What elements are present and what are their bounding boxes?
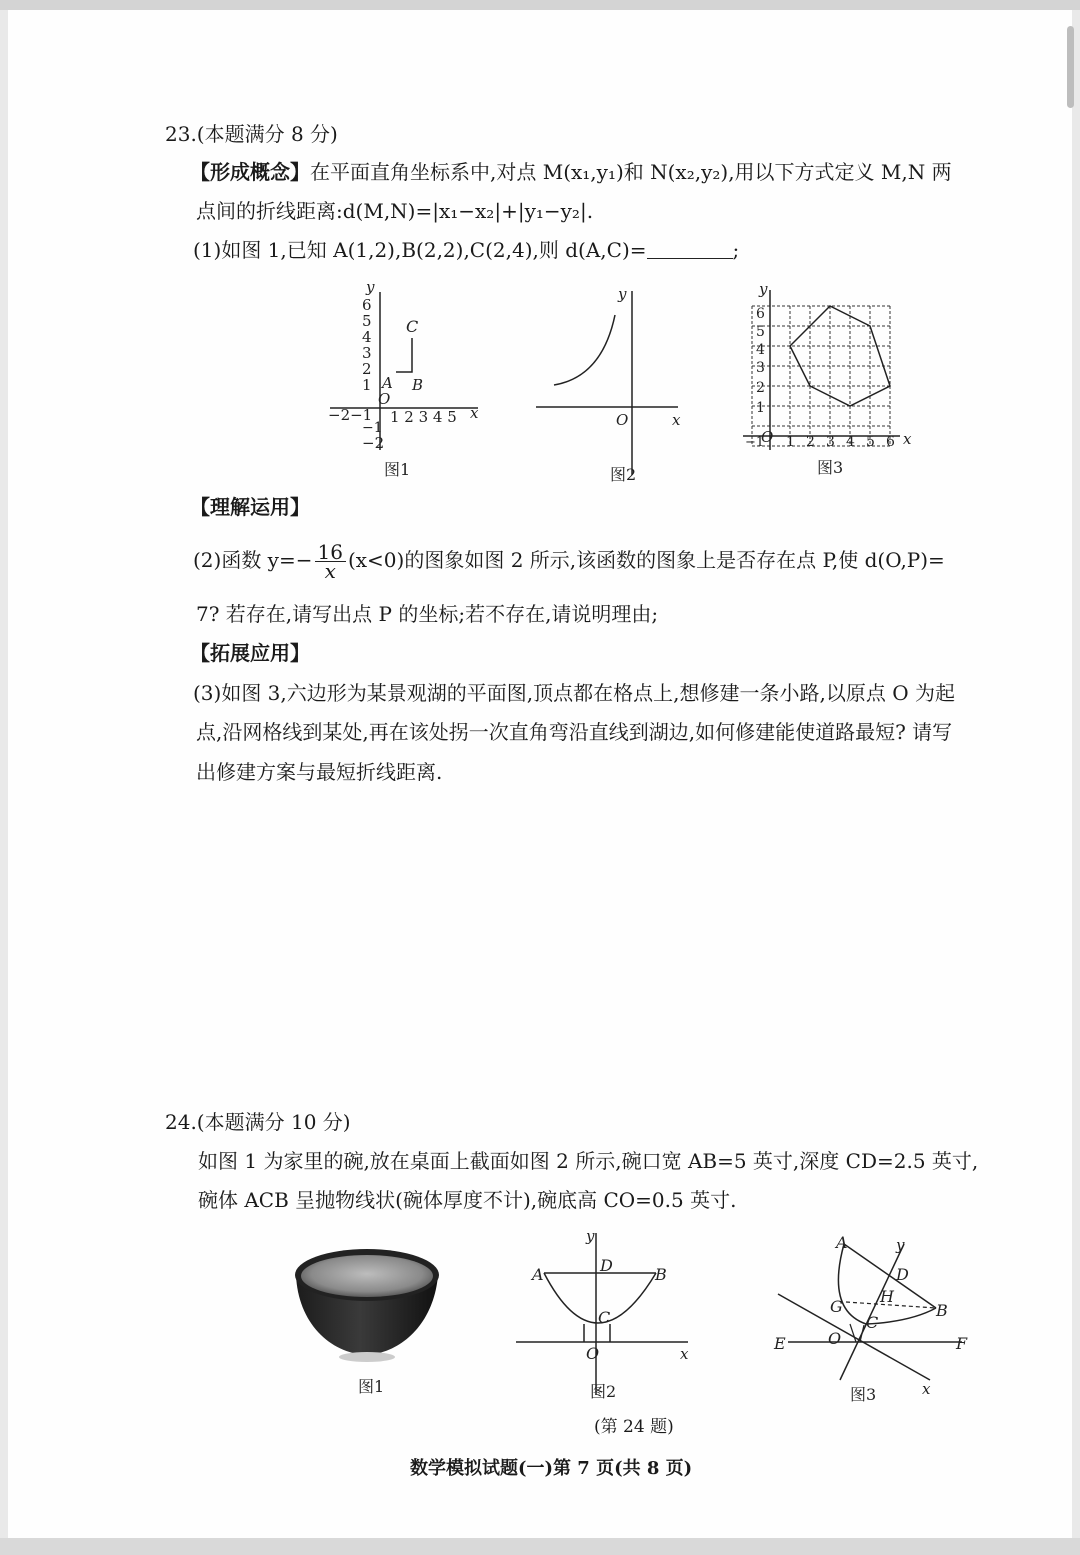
q24-figure-1-bowl [290, 1245, 450, 1405]
fig2b-point-a: A [532, 1265, 544, 1284]
fig1-x-neg: −2−1 [328, 406, 373, 424]
fig2-x-label: x [672, 411, 681, 429]
q24-figure-3 [770, 1230, 980, 1410]
q24-line1: 如图 1 为家里的碗,放在桌面上截面如图 2 所示,碗口宽 AB=5 英寸,深度 CD=2.5 英寸, [198, 1149, 979, 1173]
part2-line2: 7? 若存在,请写出点 P 的坐标;若不存在,请说明理由; [196, 602, 659, 626]
understand-label: 【理解运用】 [190, 495, 310, 519]
fig3-caption: 图3 [817, 458, 844, 477]
part3-line2: 点,沿网格线到某处,再在该处拐一次直角弯沿直线到湖边,如何修建能使道路最短? 请写 [196, 720, 953, 744]
q23-figure-3 [735, 280, 925, 480]
fig3b-point-d: D [896, 1265, 909, 1284]
fig3-y-tick: 6 [756, 306, 765, 322]
fig3-x-tick: 6 [886, 434, 895, 450]
fig3b-y-label: y [896, 1236, 905, 1254]
fig2b-caption: 图2 [590, 1382, 617, 1401]
extend-label: 【拓展应用】 [190, 641, 310, 665]
fig1-y-neg: −1 [362, 420, 383, 436]
fig1-y-tick: 3 [362, 344, 372, 362]
fig1-point-b: B [412, 376, 424, 394]
fig3b-x-label: x [922, 1380, 931, 1398]
part1-text: (1)如图 1,已知 A(1,2),B(2,2),C(2,4),则 d(A,C)= [193, 238, 647, 262]
fig2b-origin: O [586, 1344, 600, 1363]
bottom-bar [0, 1538, 1080, 1555]
q24-header: 24.(本题满分 10 分) [165, 1110, 351, 1134]
fig3-x-label: x [903, 430, 912, 448]
fig3b-point-a: A [836, 1233, 848, 1252]
fig2b-x-label: x [680, 1345, 689, 1363]
concept-line2: 点间的折线距离:d(M,N)=|x₁−x₂|+|y₁−y₂|. [196, 199, 594, 223]
fig3b-point-b: B [936, 1301, 948, 1320]
fig1-caption: 图1 [384, 460, 411, 479]
q24-caption: (第 24 题) [594, 1417, 674, 1437]
q24-line2: 碗体 ACB 呈抛物线状(碗体厚度不计),碗底高 CO=0.5 英寸. [198, 1188, 737, 1212]
fig2-origin: O [616, 411, 629, 429]
part3-line1: (3)如图 3,六边形为某景观湖的平面图,顶点都在格点上,想修建一条小路,以原点 O 为起 [193, 681, 955, 705]
scrollbar[interactable] [1067, 26, 1074, 108]
fig3b-point-g: G [830, 1297, 843, 1316]
fig1-origin: O [378, 390, 391, 408]
top-bar [0, 0, 1080, 10]
fraction-numerator: 16 [315, 543, 346, 562]
fig2b-point-d: D [600, 1256, 613, 1275]
part1-end: ; [732, 238, 740, 262]
fig1-y-tick: 6 [362, 296, 372, 314]
fig3b-point-o: O [828, 1329, 842, 1348]
fig3-y-label: y [759, 280, 768, 298]
fig1-y-tick: 5 [362, 312, 372, 330]
answer-blank[interactable] [647, 240, 733, 259]
fig2b-y-label: y [586, 1227, 595, 1245]
q24-figure-2 [510, 1225, 700, 1405]
fig1-point-a: A [382, 374, 393, 392]
concept-line1: 在平面直角坐标系中,对点 M(x₁,y₁)和 N(x₂,y₂),用以下方式定义 M,N 两 [310, 160, 952, 184]
fig3b-caption: 图3 [850, 1385, 877, 1404]
part2-post: (x<0)的图象如图 2 所示,该函数的图象上是否存在点 P,使 d(O,P)= [347, 548, 945, 572]
fig1-point-c: C [406, 317, 419, 336]
fig2-y-label: y [618, 285, 627, 303]
fig3-x-tick: 3 [826, 434, 835, 450]
fig3-neg-label: −1 [745, 435, 765, 450]
fraction-denominator: x [324, 559, 336, 583]
page-footer: 数学模拟试题(一)第 7 页(共 8 页) [410, 1458, 693, 1479]
q23-header: 23.(本题满分 8 分) [165, 122, 338, 146]
fig3b-point-f: F [956, 1334, 968, 1353]
fig1-y-tick: 2 [362, 360, 372, 378]
fig2-caption: 图2 [610, 465, 637, 484]
fig3-x-tick: 2 [806, 434, 815, 450]
fig1-y-label: y [366, 278, 375, 296]
q23-concept [190, 159, 952, 185]
fig1-x-label: x [470, 404, 479, 422]
fig2b-point-b: B [655, 1265, 667, 1284]
fraction [315, 540, 346, 583]
part2-pre: (2)函数 y=− [193, 548, 313, 572]
fig1-y-neg: −2 [362, 434, 385, 452]
fig3b-point-e: E [774, 1334, 786, 1353]
q23-figure-2 [530, 285, 700, 485]
bowl-fig1-caption: 图1 [358, 1377, 385, 1396]
q23-part1 [193, 237, 739, 263]
fig3-y-tick: 2 [756, 380, 765, 396]
q23-figure-1 [320, 280, 490, 480]
fig3-x-tick: 1 [786, 434, 795, 450]
fig3-y-tick: 1 [756, 400, 765, 416]
fig3b-point-h: H [880, 1287, 894, 1306]
fig3-x-tick: 4 [846, 434, 855, 450]
fig1-x-ticks: 1 2 3 4 5 [390, 408, 457, 426]
q23-part2 [193, 540, 945, 583]
fig1-y-tick: 1 [362, 376, 372, 394]
fig3-y-tick: 5 [756, 324, 765, 340]
fig2b-point-c: C [598, 1308, 611, 1327]
fig3-origin: O [761, 428, 774, 446]
fig3b-point-c: C [866, 1313, 879, 1332]
fig3-y-tick: 3 [756, 360, 765, 376]
concept-label: 【形成概念】 [190, 160, 310, 184]
fig1-y-tick: 4 [362, 328, 372, 346]
fig3-y-tick: 4 [756, 342, 765, 358]
part3-line3: 出修建方案与最短折线距离. [196, 760, 443, 784]
fig3-x-tick: 5 [866, 434, 875, 450]
